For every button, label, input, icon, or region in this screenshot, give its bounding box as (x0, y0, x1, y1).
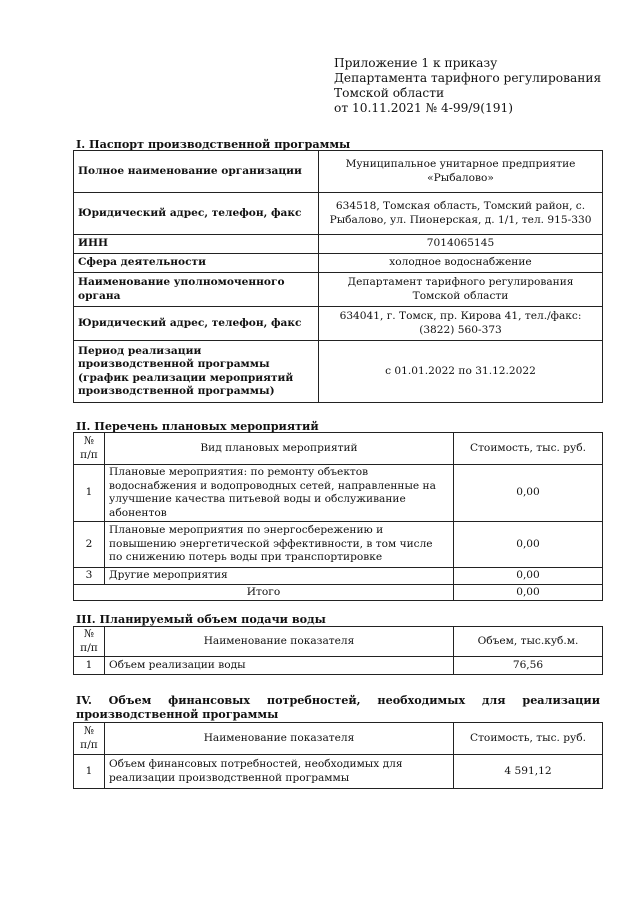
passport-label: Наименование уполномоченного органа (74, 273, 319, 307)
passport-value: Департамент тарифного регулирования Томской области (319, 273, 603, 307)
column-header-name: Наименование показателя (105, 723, 454, 755)
passport-value: Муниципальное унитарное предприятие «Рыбалово» (319, 151, 603, 193)
water-supply-table (73, 626, 603, 675)
column-header-num: № п/п (74, 723, 105, 755)
passport-value: холодное водоснабжение (319, 254, 603, 273)
table-row (74, 151, 603, 193)
passport-value: 634041, г. Томск, пр. Кирова 41, тел./факс: (3822) 560-373 (319, 307, 603, 341)
row-value: 76,56 (454, 657, 603, 675)
table-row (74, 568, 603, 585)
column-header-value: Объем, тыс.куб.м. (454, 627, 603, 657)
table-row (74, 273, 603, 307)
column-header-cost: Стоимость, тыс. руб. (454, 723, 603, 755)
passport-table (73, 150, 603, 403)
passport-value: 634518, Томская область, Томский район, с. Рыбалово, ул. Пионерская, д. 1/1, тел. 915-330 (319, 193, 603, 235)
table-row (74, 465, 603, 522)
row-name: Объем реализации воды (105, 657, 454, 675)
passport-label: Сфера деятельности (74, 254, 319, 273)
table-row (74, 235, 603, 254)
column-header-cost: Стоимость, тыс. руб. (454, 433, 603, 465)
column-header-name: Наименование показателя (105, 627, 454, 657)
passport-value: 7014065145 (319, 235, 603, 254)
section-2-title: II. Перечень плановых мероприятий (76, 419, 319, 433)
row-num: 1 (74, 657, 105, 675)
table-header-row (74, 723, 603, 755)
table-row (74, 522, 603, 568)
appendix-header (334, 56, 601, 116)
passport-value: с 01.01.2022 по 31.12.2022 (319, 341, 603, 403)
section-3-title: III. Планируемый объем подачи воды (76, 612, 326, 626)
row-num: 2 (74, 522, 105, 568)
passport-label: Юридический адрес, телефон, факс (74, 307, 319, 341)
table-header-row (74, 433, 603, 465)
column-header-num: № п/п (74, 627, 105, 657)
row-name: Плановые мероприятия по энергосбережению и повышению энергетической эффективности, в том числе по снижению потерь воды при транспортировке (105, 522, 454, 568)
column-header-name: Вид плановых мероприятий (105, 433, 454, 465)
row-cost: 0,00 (454, 568, 603, 585)
row-cost: 0,00 (454, 522, 603, 568)
total-label: Итого (74, 584, 454, 601)
table-row (74, 254, 603, 273)
table-row (74, 755, 603, 789)
row-cost: 4 591,12 (454, 755, 603, 789)
table-row (74, 341, 603, 403)
appendix-line: от 10.11.2021 № 4-99/9(191) (334, 101, 514, 115)
appendix-line: Томской области (334, 86, 445, 100)
appendix-line: Приложение 1 к приказу (334, 56, 498, 70)
row-name: Другие мероприятия (105, 568, 454, 585)
table-total-row (74, 584, 603, 601)
passport-label: Период реализации производственной программы (график реализации мероприятий производственной программы) (74, 341, 319, 403)
row-num: 1 (74, 755, 105, 789)
row-cost: 0,00 (454, 465, 603, 522)
table-row (74, 307, 603, 341)
row-num: 3 (74, 568, 105, 585)
table-header-row (74, 627, 603, 657)
section-1-title: I. Паспорт производственной программы (76, 137, 351, 151)
table-row (74, 657, 603, 675)
row-name: Плановые мероприятия: по ремонту объектов водоснабжения и водопроводных сетей, направленные на улучшение качества питьевой воды и обслуживание абонентов (105, 465, 454, 522)
row-name: Объем финансовых потребностей, необходимых для реализации производственной программы (105, 755, 454, 789)
table-row (74, 193, 603, 235)
financial-needs-table (73, 722, 603, 789)
total-value: 0,00 (454, 584, 603, 601)
passport-label: Юридический адрес, телефон, факс (74, 193, 319, 235)
appendix-line: Департамента тарифного регулирования (334, 71, 602, 85)
planned-measures-table (73, 432, 603, 601)
column-header-num: № п/п (74, 433, 105, 465)
row-num: 1 (74, 465, 105, 522)
passport-label: ИНН (74, 235, 319, 254)
section-4-title: IV. Объем финансовых потребностей, необходимых для реализации производственной программы (76, 693, 600, 721)
passport-label: Полное наименование организации (74, 151, 319, 193)
